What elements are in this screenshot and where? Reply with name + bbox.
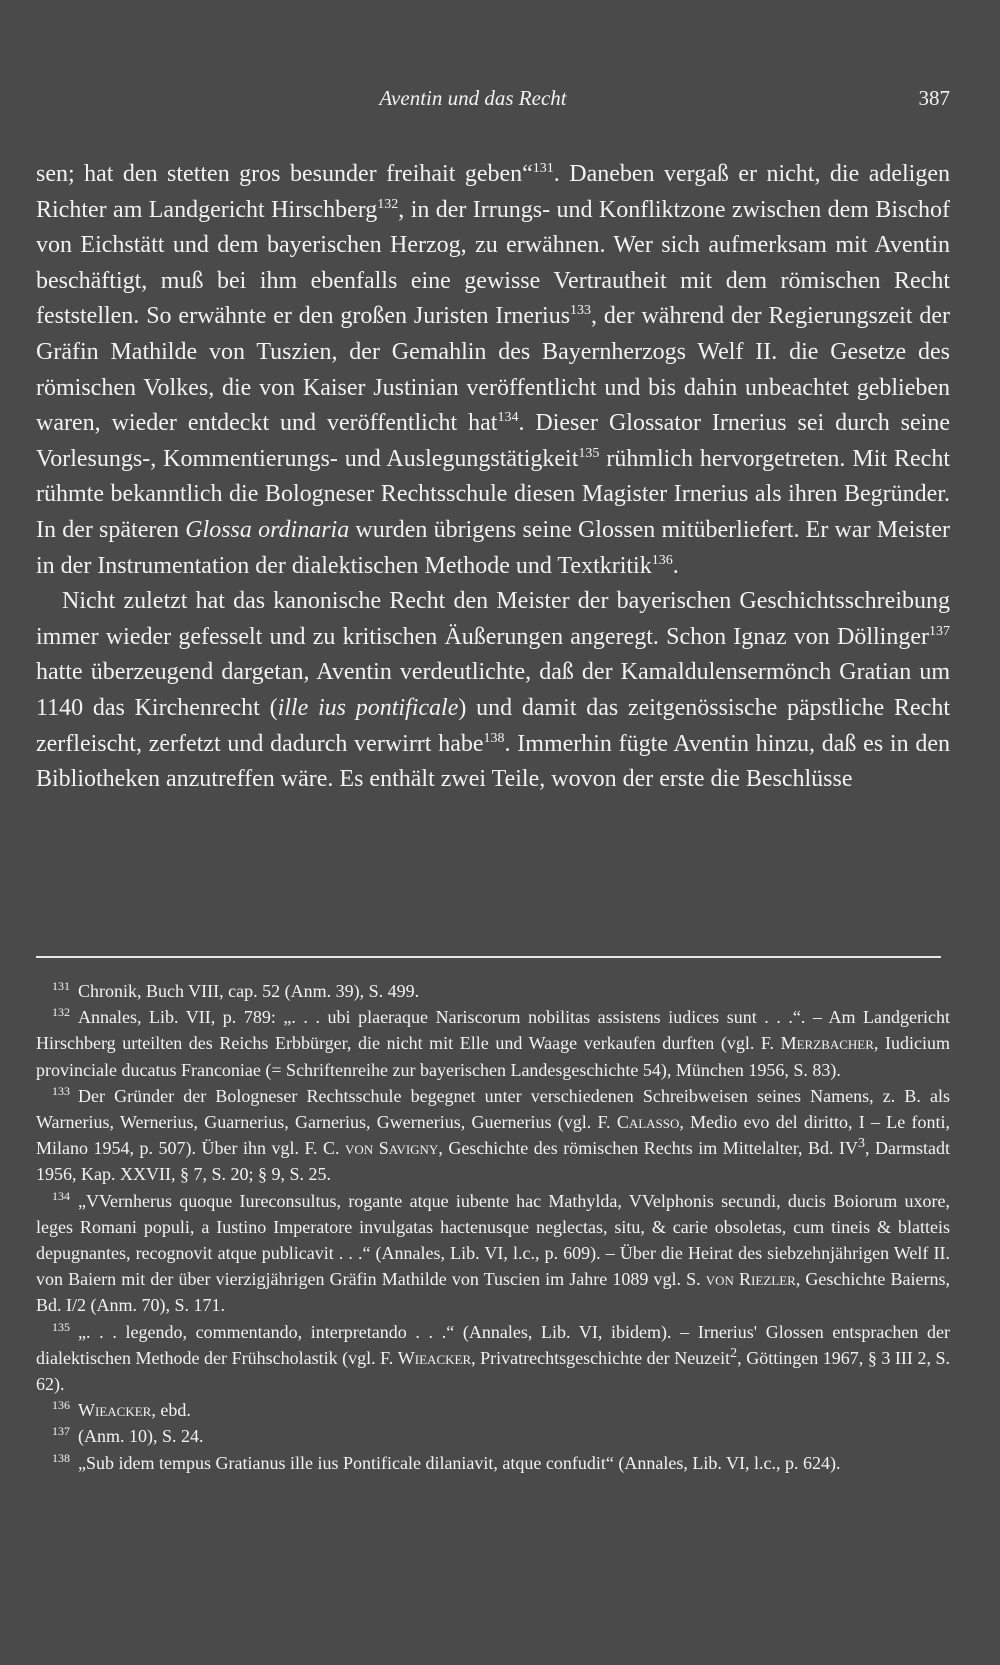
edition-superscript: 2 <box>730 1345 738 1361</box>
text-run: wurden übrigens seine Glossen mitüberliefert. Er war Meister in der Instrumentation der dialektischen Methode und Textkritik <box>36 516 950 579</box>
text-run: . Dieser Glossator Irnerius sei durch seine Vorlesungs-, Kommentierungs- und Auslegungstätigkeit <box>36 410 950 472</box>
footnote-ref-132: 132 <box>377 196 399 212</box>
footnote-text: , Medio evo del diritto, I – Le fonti, Milano 1954, p. 507). Über ihn vgl. F. C. <box>36 1112 951 1159</box>
page-number: 387 <box>918 86 950 110</box>
italic-title: Glossa ordinaria <box>185 516 350 543</box>
main-text <box>36 157 950 798</box>
footnote-number: 133 <box>52 1083 70 1098</box>
footnote-ref-136: 136 <box>651 552 673 568</box>
footnote-number: 137 <box>52 1424 70 1439</box>
author-name: von Riezler <box>705 1269 796 1290</box>
footnote-text: , Geschichte des römischen Rechts im Mittelalter, Bd. IV <box>438 1138 859 1159</box>
footnote-text: Chronik, Buch VIII, cap. 52 (Anm. 39), S. 499. <box>78 981 420 1001</box>
text-run: rühmlich hervorgetreten. Mit Recht rühmte bekanntlich die Bologneser Rechtsschule diesen Magister Irnerius als ihren Begründer. In der späteren <box>36 445 950 543</box>
footnote-text: , ebd. <box>151 1400 191 1421</box>
author-name: Wieacker <box>397 1347 472 1368</box>
footnote-ref-131: 131 <box>532 161 554 176</box>
footnotes <box>36 978 950 1476</box>
footnote-text: „VVernherus quoque Iureconsultus, rogante atque iubente hac Mathylda, VVelphonis secundi, ducis Boiorum uxore, leges Romani populi, a Iustino Imperatore invulgatas hactenusque neglectas, situ, & carie obsoletas, cum tineis & blatteis depugnantes, recognovit atque publicavit . . .“ (Annales, Lib. VI, l.c., p. 609). – Über die Heirat des siebzehnjährigen Welf II. von Baiern mit der über vierzigjährigen Gräfin Mathilde von Tuscien im Jahre 1089 vgl. S. <box>36 1190 950 1290</box>
footnote-ref-135: 135 <box>578 445 600 461</box>
footnote-text: , Iudicium provinciale ducatus Franconiae (= Schriftenreihe zur bayerischen Landesgeschichte 54), München 1956, S. 83). <box>36 1033 950 1080</box>
italic-term: ille ius pontificale <box>277 694 459 721</box>
footnote-text: , Darmstadt 1956, Kap. XXVII, § 7, S. 20; § 9, S. 25. <box>36 1138 950 1185</box>
text-run: Nicht zuletzt hat das kanonische Recht den Meister der bayerischen Geschichtsschreibung immer wieder gefesselt und zu kritischen Äußerungen angeregt. Schon Ignaz von Döllinger <box>36 588 950 650</box>
footnote-134 <box>36 1188 950 1319</box>
footnote-text: (Anm. 10), S. 24. <box>78 1426 204 1447</box>
footnote-133 <box>36 1083 950 1188</box>
running-header <box>36 86 950 120</box>
author-name: Merzbacher <box>780 1033 874 1054</box>
footnote-text: , Göttingen 1967, § 3 III 2, S. 62). <box>36 1347 951 1395</box>
footnote-138 <box>36 1450 950 1476</box>
author-name: Wieacker <box>78 1400 152 1421</box>
footnote-number: 136 <box>52 1398 70 1413</box>
edition-superscript: 3 <box>858 1136 866 1152</box>
text-run: . Immerhin fügte Aventin hinzu, daß es in den Bibliotheken anzutreffen wäre. Es enthält zwei Teile, wovon der erste die Beschlüsse <box>36 730 951 793</box>
footnote-text: „Sub idem tempus Gratianus ille ius Pontificale dilaniavit, atque confudit“ (Annales, Lib. VI, l.c., p. 624). <box>78 1452 841 1473</box>
footnote-text: Annales, Lib. VII, p. 789: „. . . ubi plaeraque Nariscorum nobilitas assistens iudices sunt . . .“. – Am Landgericht Hirschberg urteilten des Reichs Erbbürger, die nicht mit Elle und Waage verkaufen durften (vgl. F. <box>36 1007 950 1054</box>
footnote-135 <box>36 1319 950 1398</box>
text-run: . <box>672 552 679 579</box>
footnote-number: 134 <box>52 1188 70 1203</box>
text-run: , der während der Regierungszeit der Gräfin Mathilde von Tuszien, der Gemahlin des Bayernherzogs Welf II. die Gesetze des römischen Volkes, die von Kaiser Justinian veröffentlicht und bis dahin unbeachtet geblieben waren, wieder entdeckt und veröffentlicht hat <box>36 303 950 437</box>
author-name: Calasso <box>616 1112 680 1133</box>
footnote-ref-138: 138 <box>483 730 505 746</box>
footnote-ref-137: 137 <box>929 623 950 639</box>
text-run: ) und damit das zeitgenössische päpstliche Recht zerfleischt, zerfetzt und dadurch verwirrt habe <box>36 694 951 757</box>
footnote-divider <box>36 956 941 958</box>
footnote-ref-134: 134 <box>497 410 519 426</box>
footnote-text: „. . . legendo, commentando, interpretando . . .“ (Annales, Lib. VI, ibidem). – Irnerius' Glossen entsprachen der dialektischen Methode der Frühscholastik (vgl. F. <box>36 1321 950 1368</box>
text-run: hatte überzeugend dargetan, Aventin verdeutlichte, daß der Kamaldulensermönch Gratian um 1140 das Kirchenrecht ( <box>36 659 950 721</box>
footnote-number: 138 <box>52 1450 70 1465</box>
footnote-text: , Geschichte Baierns, Bd. I/2 (Anm. 70), S. 171. <box>36 1269 951 1316</box>
footnote-131 <box>36 978 950 1004</box>
text-run: sen; hat den stetten gros besunder freihait geben“ <box>36 161 533 187</box>
running-title: Aventin und das Recht <box>379 86 567 110</box>
paragraph-2 <box>36 584 950 798</box>
footnote-ref-133: 133 <box>570 303 592 319</box>
footnote-number: 135 <box>52 1319 70 1334</box>
text-run: . Daneben vergaß er nicht, die adeligen Richter am Landgericht Hirschberg <box>36 161 950 223</box>
text-run: , in der Irrungs- und Konfliktzone zwischen dem Bischof von Eichstätt und dem bayerischen Herzog, zu erwähnen. Wer sich aufmerksam mit Aventin beschäftigt, muß bei ihm ebenfalls eine gewisse Vertrautheit mit dem römischen Recht feststellen. So erwähnte er den großen Juristen Irnerius <box>36 196 950 330</box>
author-name: von Savigny <box>345 1138 439 1159</box>
footnote-number: 131 <box>52 979 70 993</box>
footnote-text: , Privatrechtsgeschichte der Neuzeit <box>471 1347 731 1368</box>
footnote-136 <box>36 1397 950 1423</box>
footnote-132 <box>36 1004 950 1083</box>
paragraph-1 <box>36 157 950 584</box>
footnote-137 <box>36 1423 950 1449</box>
footnote-text: Der Gründer der Bologneser Rechtsschule begegnet unter verschiedenen Schreibweisen seines Namens, z. B. als Warnerius, Wernerius, Guarnerius, Garnerius, Gwernerius, Guernerius (vgl. F. <box>36 1085 950 1133</box>
footnote-number: 132 <box>52 1005 70 1020</box>
